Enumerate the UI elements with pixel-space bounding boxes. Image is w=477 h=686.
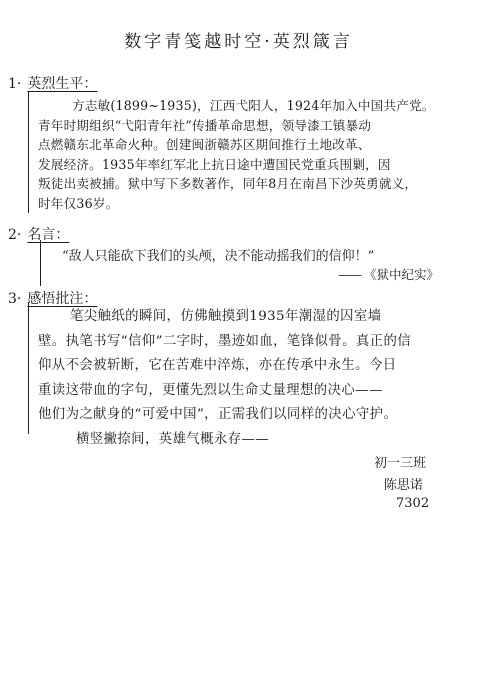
section-label: 名言：: [27, 227, 70, 243]
bio-line: 时年仅36岁。: [38, 195, 119, 211]
quote-source-title: 《狱中纪实》: [364, 267, 440, 282]
reflection-line: 仰从不会被斩断，它在苦难中淬炼，亦在传承中永生。今日: [38, 358, 397, 374]
reflection-line: 笔尖触纸的瞬间，仿佛触摸到1935年潮湿的囚室墙: [70, 309, 382, 324]
reflection-line: 壁。执笔书写“信仰”二字时，墨迹如血，笔锋似骨。真正的信: [38, 333, 412, 349]
bio-line: 方志敏(1899~1935)，江西弋阳人，1924年加入中国共产党。: [72, 98, 435, 113]
section-label: 感悟批注：: [27, 291, 98, 307]
section-number: 1·: [8, 76, 22, 92]
bio-line: 青年时期组织“弋阳青年社”传播革命思想，领导漆工镇暴动: [38, 117, 372, 133]
section-label: 英烈生平：: [27, 76, 98, 92]
reflection-line: 重读这带血的字句，更懂先烈以生命丈量理想的决心——: [38, 382, 383, 398]
margin-line: [28, 91, 29, 213]
section-number: 3·: [8, 291, 22, 307]
reflection-paragraph: [38, 305, 470, 453]
bio-line: 发展经济。1935年率红军北上抗日途中遭国民党重兵围剿，因: [38, 156, 391, 172]
bio-line: 点燃赣东北革命火种。创建闽浙赣苏区期间推行土地改革、: [38, 137, 371, 152]
signature-name: 陈思诺: [384, 478, 424, 493]
margin-line: [28, 302, 29, 434]
section-quote-heading: [8, 224, 69, 244]
section-bio-heading: [8, 73, 97, 93]
signature-class: 初一三班: [374, 456, 427, 471]
quote-source: [338, 265, 439, 283]
reflection-line: 他们为之献身的“可爱中国”，正需我们以同样的决心守护。: [38, 407, 398, 423]
bio-paragraph: [38, 96, 466, 213]
signature-id: 7302: [396, 496, 430, 511]
margin-line: [40, 240, 41, 286]
quote-dash: ——: [338, 267, 361, 282]
quote-text: “敌人只能砍下我们的头颅，决不能动摇我们的信仰！”: [62, 249, 375, 264]
bio-line: 叛徒出卖被捕。狱中写下多数著作，同年8月在南昌下沙英勇就义，: [38, 176, 418, 191]
reflection-line: 横竖撇捺间，英雄气概永存——: [76, 431, 270, 447]
section-number: 2·: [8, 227, 22, 243]
document-title: 数字青笺越时空·英烈箴言: [124, 32, 353, 52]
